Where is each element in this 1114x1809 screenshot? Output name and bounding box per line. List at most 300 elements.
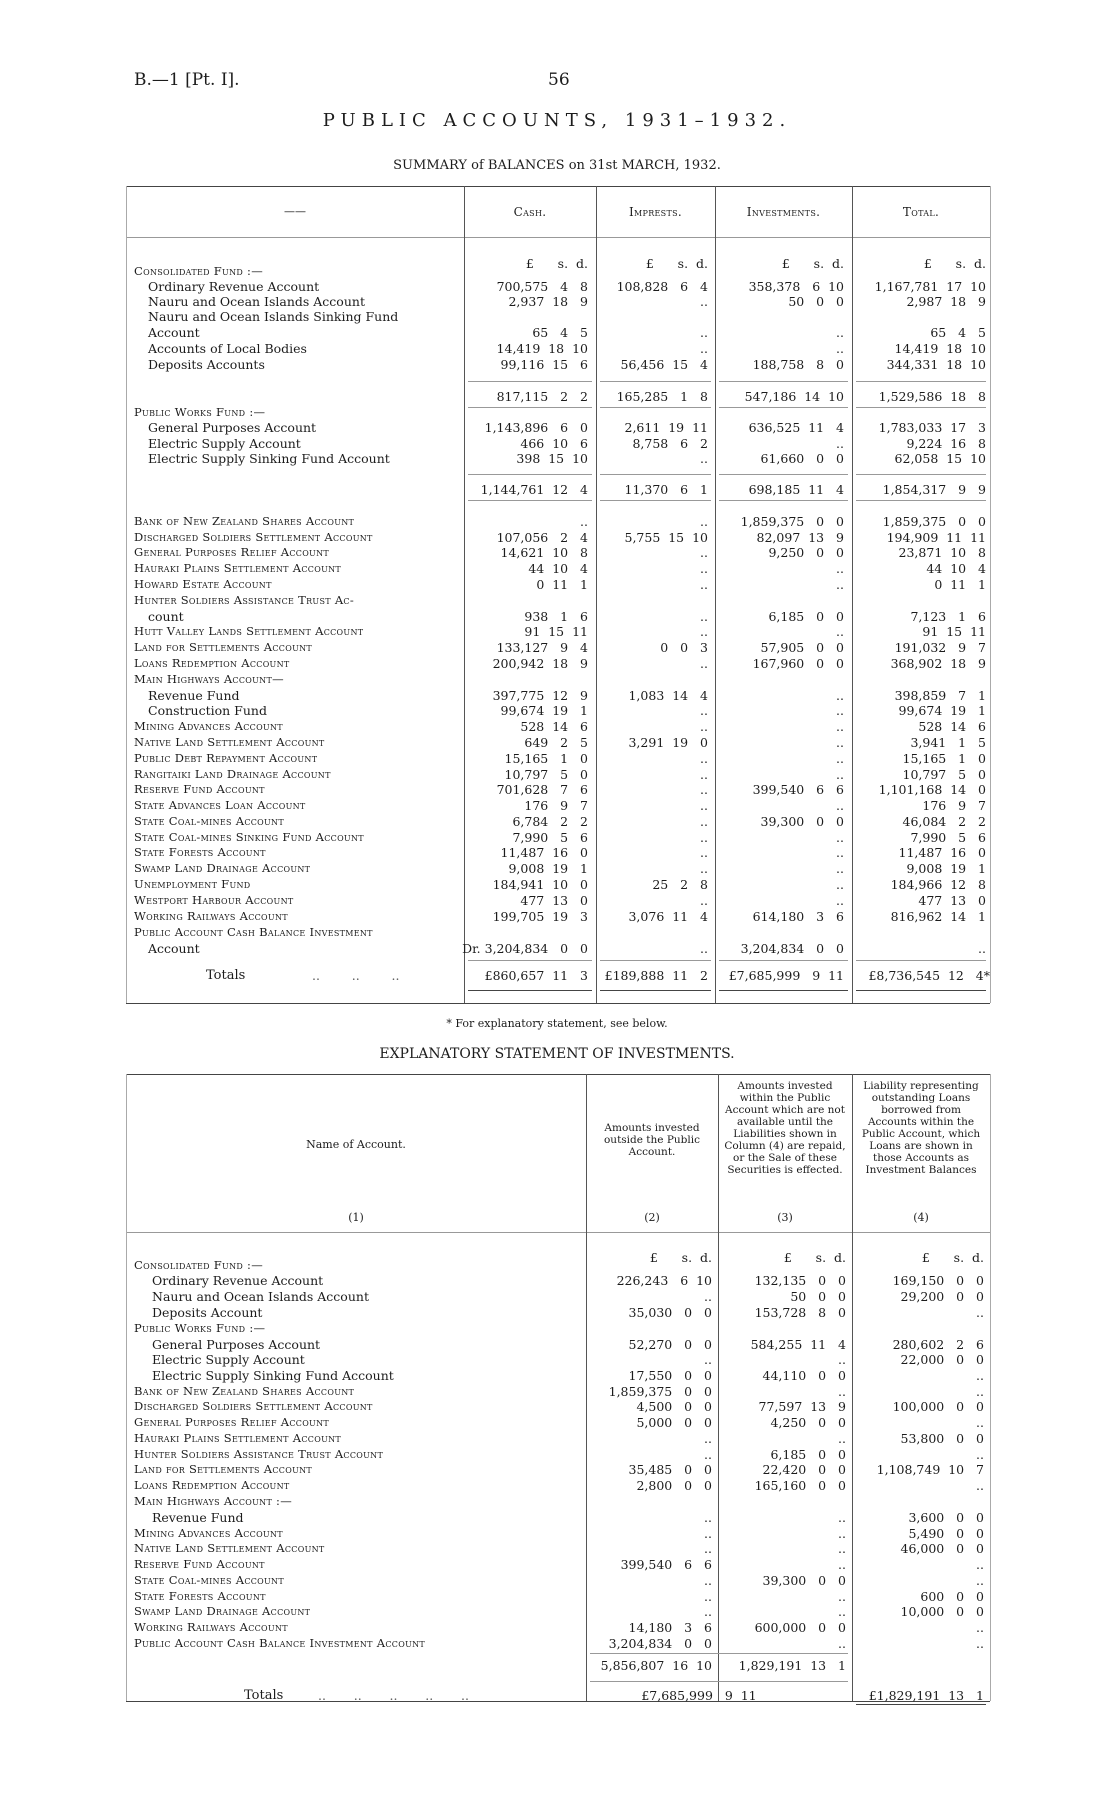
summary-cash-value: 14,621 10 8 — [500, 545, 588, 560]
summary-total-value: 3,941 1 5 — [910, 735, 986, 750]
explanatory-c3-value: .. — [838, 1510, 846, 1525]
explanatory-row-label: Reserve Fund Account — [134, 1557, 265, 1571]
summary-cash-value: 649 2 5 — [524, 735, 588, 750]
summary-imprests-value: 1,083 14 4 — [628, 688, 708, 703]
explanatory-column-number: (4) — [913, 1211, 929, 1224]
explanatory-c3-value: 77,597 13 9 — [758, 1399, 846, 1414]
summary-investments-value: 82,097 13 9 — [756, 530, 844, 545]
explanatory-c4-value: 10,000 0 0 — [900, 1604, 984, 1619]
explanatory-c4-value: .. — [976, 1636, 984, 1651]
summary-cash-value: 477 13 0 — [520, 893, 588, 908]
summary-imprests-value: 0 0 3 — [660, 640, 708, 655]
explanatory-row-label: Swamp Land Drainage Account — [134, 1604, 311, 1618]
summary-row-label: Nauru and Ocean Islands Account — [148, 294, 365, 309]
explanatory-c4-value: .. — [976, 1557, 984, 1572]
explanatory-c2-value: 4,500 0 0 — [636, 1399, 712, 1414]
summary-imprests-value: .. — [700, 830, 708, 845]
summary-unit-header: £ s. d. — [923, 256, 986, 271]
summary-investments-value: .. — [836, 845, 844, 860]
summary-investments-value: .. — [836, 624, 844, 639]
summary-imprests-value: .. — [700, 624, 708, 639]
summary-total-value: 91 15 11 — [922, 624, 986, 639]
summary-row-label: Electric Supply Account — [148, 436, 301, 451]
summary-cash-value: 44 10 4 — [528, 561, 588, 576]
summary-investments-value: 614,180 3 6 — [752, 909, 844, 924]
explanatory-c4-value: 22,000 0 0 — [900, 1352, 984, 1367]
explanatory-c4-value: 53,800 0 0 — [900, 1431, 984, 1446]
summary-imprests-value: .. — [700, 767, 708, 782]
summary-total-value: 62,058 15 10 — [894, 451, 986, 466]
summary-row-label: Public Debt Repayment Account — [134, 751, 318, 765]
summary-investments-value: .. — [836, 325, 844, 340]
explanatory-row-label: Public Account Cash Balance Investment Account — [134, 1636, 426, 1650]
summary-row-label: Howard Estate Account — [134, 577, 272, 591]
summary-investments-value: 1,859,375 0 0 — [740, 514, 844, 529]
summary-total-value: 7,990 5 6 — [910, 830, 986, 845]
summary-total-value: 10,797 5 0 — [902, 767, 986, 782]
summary-row-label: Electric Supply Sinking Fund Account — [148, 451, 390, 466]
subtotal-rule — [600, 381, 711, 382]
subtotal-rule — [719, 474, 848, 475]
summary-imprests-value: .. — [700, 719, 708, 734]
explanatory-c2-value: .. — [704, 1526, 712, 1541]
summary-cash-value: 528 14 6 — [520, 719, 588, 734]
summary-investments-value: .. — [836, 735, 844, 750]
summary-imprests-value: .. — [700, 545, 708, 560]
explanatory-c3-value: 600,000 0 0 — [754, 1620, 846, 1635]
summary-row-label: Revenue Fund — [148, 688, 240, 703]
explanatory-c2-value: 399,540 6 6 — [620, 1557, 712, 1572]
summary-total-value: 46,084 2 2 — [902, 814, 986, 829]
summary-row-label: Reserve Fund Account — [134, 782, 265, 796]
summary-row-label: Deposits Accounts — [148, 357, 265, 372]
explanatory-unit-header: £ s. d. — [783, 1250, 846, 1265]
explanatory-row-label: Loans Redemption Account — [134, 1478, 290, 1492]
summary-cash-value: 199,705 19 3 — [492, 909, 588, 924]
summary-cash-value: 200,942 18 9 — [492, 656, 588, 671]
summary-row-label: Ordinary Revenue Account — [148, 279, 320, 294]
summary-cash-value: 7,990 5 6 — [512, 830, 588, 845]
totals-rule-bottom — [856, 990, 986, 991]
summary-cash-value: 10,797 5 0 — [504, 767, 588, 782]
summary-imprests-value: .. — [700, 451, 708, 466]
summary-cash-value: 817,115 2 2 — [496, 389, 588, 404]
summary-bottom-rule — [126, 1003, 990, 1004]
summary-row-label: Land for Settlements Account — [134, 640, 313, 654]
summary-investments-value: 358,378 6 10 — [748, 279, 844, 294]
subtotal-rule — [856, 474, 986, 475]
summary-cash-value: 99,116 15 6 — [500, 357, 588, 372]
explanatory-c3-value: 39,300 0 0 — [762, 1573, 846, 1588]
explanatory-c4-value: 1,108,749 10 7 — [876, 1462, 984, 1477]
explanatory-row-label: State Coal-mines Account — [134, 1573, 284, 1587]
summary-imprests-value: .. — [700, 814, 708, 829]
summary-row-label: Account — [148, 325, 200, 340]
summary-total-value: 1,859,375 0 0 — [882, 514, 986, 529]
summary-row-label: Westport Harbour Account — [134, 893, 294, 907]
summary-total-value: 344,331 18 10 — [886, 357, 986, 372]
summary-imprests-value: 25 2 8 — [652, 877, 708, 892]
summary-total-value: 65 4 5 — [930, 325, 986, 340]
summary-investments-value: 61,660 0 0 — [760, 451, 844, 466]
summary-row-label: Loans Redemption Account — [134, 656, 290, 670]
summary-investments-value: 636,525 11 4 — [748, 420, 844, 435]
explanatory-row-label: Consolidated Fund :— — [134, 1258, 264, 1272]
explanatory-row-label: Discharged Soldiers Settlement Account — [134, 1399, 373, 1413]
summary-total-value: 191,032 9 7 — [894, 640, 986, 655]
summary-header-rule — [126, 237, 990, 238]
explanatory-c2-value: 3,204,834 0 0 — [608, 1636, 712, 1651]
summary-imprests-value: .. — [700, 861, 708, 876]
summary-cash-value: 1,144,761 12 4 — [480, 482, 588, 497]
summary-investments-value: 188,758 8 0 — [752, 357, 844, 372]
summary-totals-investments: £7,685,999 9 11 — [728, 968, 844, 983]
summary-row-label: General Purposes Relief Account — [134, 545, 330, 559]
summary-cash-value: 176 9 7 — [524, 798, 588, 813]
summary-total-value: 477 13 0 — [918, 893, 986, 908]
summary-row-label: Native Land Settlement Account — [134, 735, 325, 749]
summary-totals-label: Totals — [206, 968, 246, 983]
explanatory-row-label: Revenue Fund — [152, 1510, 244, 1525]
summary-total-value: 9,008 19 1 — [906, 861, 986, 876]
summary-title: SUMMARY of BALANCES on 31st MARCH, 1932. — [393, 158, 721, 173]
summary-total-value: 14,419 18 10 — [894, 341, 986, 356]
explanatory-right-border — [990, 1074, 991, 1701]
totals-rule-bottom — [600, 990, 711, 991]
explanatory-c4-value: .. — [976, 1415, 984, 1430]
summary-investments-value: .. — [836, 798, 844, 813]
summary-total-value: 1,529,586 18 8 — [878, 389, 986, 404]
explanatory-row-label: Deposits Account — [152, 1305, 263, 1320]
explanatory-c2-value: 17,550 0 0 — [628, 1368, 712, 1383]
summary-cash-value: 65 4 5 — [532, 325, 588, 340]
summary-investments-value: .. — [836, 751, 844, 766]
summary-cash-value: 397,775 12 9 — [492, 688, 588, 703]
explanatory-c4-value: .. — [976, 1447, 984, 1462]
explanatory-row-label: Electric Supply Sinking Fund Account — [152, 1368, 394, 1383]
summary-row-label: Bank of New Zealand Shares Account — [134, 514, 355, 528]
explanatory-c3-value: 132,135 0 0 — [754, 1273, 846, 1288]
summary-totals-cash: £860,657 11 3 — [484, 968, 588, 983]
explanatory-c3-value: .. — [838, 1541, 846, 1556]
summary-row-label: Working Railways Account — [134, 909, 288, 923]
summary-investments-value: 57,905 0 0 — [760, 640, 844, 655]
summary-total-value: 2,987 18 9 — [906, 294, 986, 309]
summary-total-value: 99,674 19 1 — [898, 703, 986, 718]
summary-header-cash: Cash. — [513, 205, 547, 219]
summary-investments-value: 698,185 11 4 — [748, 482, 844, 497]
summary-investments-value: .. — [836, 877, 844, 892]
explanatory-c2-value: .. — [704, 1573, 712, 1588]
summary-row-label: Main Highways Account— — [134, 672, 284, 686]
summary-total-value: 0 11 1 — [934, 577, 986, 592]
subtotal-rule — [600, 474, 711, 475]
summary-investments-value: 6,185 0 0 — [768, 609, 844, 624]
explanatory-row-label: Hauraki Plains Settlement Account — [134, 1431, 342, 1445]
explanatory-c4-value: 169,150 0 0 — [892, 1273, 984, 1288]
subtotal-rule — [719, 500, 848, 501]
explanatory-column-number: (2) — [644, 1211, 660, 1224]
summary-header-imprests: Imprests. — [629, 205, 682, 219]
summary-investments-value: .. — [836, 719, 844, 734]
explanatory-c4-value: .. — [976, 1384, 984, 1399]
summary-total-value: 398,859 7 1 — [894, 688, 986, 703]
totals-rule-top — [468, 960, 592, 961]
totals-rule-top — [719, 960, 848, 961]
summary-total-value: .. — [978, 941, 986, 956]
subtotal-rule — [856, 381, 986, 382]
summary-total-value: 7,123 1 6 — [910, 609, 986, 624]
explanatory-c2-value: 35,030 0 0 — [628, 1305, 712, 1320]
summary-imprests-value: 8,758 6 2 — [632, 436, 708, 451]
summary-cash-value: .. — [580, 514, 588, 529]
summary-row-label: Construction Fund — [148, 703, 267, 718]
summary-totals-total: £8,736,545 12 4* — [868, 968, 990, 983]
summary-row-label: Public Works Fund :— — [134, 405, 266, 419]
subtotal-rule — [856, 500, 986, 501]
explanatory-c2-value: 226,243 6 10 — [616, 1273, 712, 1288]
summary-imprests-value: .. — [700, 893, 708, 908]
explanatory-header-col4: Liability representing outstanding Loans borrowed from Accounts within the Public Account, which Loans are shown in those Accounts as Investment Balances — [861, 1080, 981, 1176]
explanatory-c3-value: .. — [838, 1431, 846, 1446]
explanatory-top-rule — [126, 1074, 990, 1075]
summary-investments-value: 399,540 6 6 — [752, 782, 844, 797]
subtotal-rule — [468, 500, 592, 501]
summary-cash-value: 9,008 19 1 — [508, 861, 588, 876]
summary-row-label: Accounts of Local Bodies — [148, 341, 307, 356]
summary-total-value: 176 9 7 — [922, 798, 986, 813]
summary-investments-value: .. — [836, 861, 844, 876]
explanatory-c4-value: .. — [976, 1573, 984, 1588]
summary-row-label: Consolidated Fund :— — [134, 264, 264, 278]
summary-row-label: Public Account Cash Balance Investment — [134, 925, 373, 939]
explanatory-totals-leader: .. .. .. .. .. — [318, 1688, 469, 1703]
explanatory-c3-value: 6,185 0 0 — [770, 1447, 846, 1462]
explanatory-totals-label: Totals — [244, 1688, 284, 1703]
explanatory-c4-value: 3,600 0 0 — [908, 1510, 984, 1525]
explanatory-c3-value: .. — [838, 1384, 846, 1399]
explanatory-row-label: Bank of New Zealand Shares Account — [134, 1384, 355, 1398]
summary-imprests-value: 5,755 15 10 — [624, 530, 708, 545]
summary-cash-value: 1,143,896 6 0 — [484, 420, 588, 435]
summary-imprests-value: 56,456 15 4 — [620, 357, 708, 372]
summary-cash-value: 398 15 10 — [516, 451, 588, 466]
explanatory-bracket-rule — [590, 1681, 848, 1682]
subtotal-rule — [468, 474, 592, 475]
explanatory-column-number: (3) — [777, 1211, 793, 1224]
summary-row-label: Mining Advances Account — [134, 719, 283, 733]
explanatory-row-label: Electric Supply Account — [152, 1352, 305, 1367]
summary-row-label: State Forests Account — [134, 845, 266, 859]
summary-cash-value: 466 10 6 — [520, 436, 588, 451]
explanatory-row-label: General Purposes Relief Account — [134, 1415, 330, 1429]
subtotal-rule — [856, 407, 986, 408]
explanatory-row-label: Native Land Settlement Account — [134, 1541, 325, 1555]
summary-unit-header: £ s. d. — [781, 256, 844, 271]
summary-investments-value: 50 0 0 — [788, 294, 844, 309]
summary-investments-value: .. — [836, 341, 844, 356]
summary-investments-value: .. — [836, 767, 844, 782]
summary-investments-value: .. — [836, 688, 844, 703]
explanatory-row-label: General Purposes Account — [152, 1337, 321, 1352]
explanatory-c3-value: 50 0 0 — [790, 1289, 846, 1304]
summary-imprests-value: .. — [700, 656, 708, 671]
summary-total-value: 44 10 4 — [926, 561, 986, 576]
summary-total-value: 1,854,317 9 9 — [882, 482, 986, 497]
summary-imprests-value: .. — [700, 941, 708, 956]
explanatory-subtotal-rule — [590, 1653, 848, 1654]
summary-unit-header: £ s. d. — [525, 256, 588, 271]
summary-cash-value: 184,941 10 0 — [492, 877, 588, 892]
summary-cash-value: 6,784 2 2 — [512, 814, 588, 829]
summary-total-value: 1,783,033 17 3 — [878, 420, 986, 435]
summary-investments-value: 39,300 0 0 — [760, 814, 844, 829]
explanatory-c3-value: 22,420 0 0 — [762, 1462, 846, 1477]
summary-total-value: 23,871 10 8 — [898, 545, 986, 560]
summary-total-value: 194,909 11 11 — [886, 530, 986, 545]
explanatory-c4-value: .. — [976, 1368, 984, 1383]
explanatory-header-name: Name of Account. — [306, 1138, 406, 1151]
summary-imprests-value: 11,370 6 1 — [624, 482, 708, 497]
summary-cash-value: 91 15 11 — [524, 624, 588, 639]
summary-cash-value: 15,165 1 0 — [504, 751, 588, 766]
summary-cash-value: 700,575 4 8 — [496, 279, 588, 294]
explanatory-c4-value: 600 0 0 — [920, 1589, 984, 1604]
summary-investments-value: 547,186 14 10 — [744, 389, 844, 404]
summary-cash-value: 701,628 7 6 — [496, 782, 588, 797]
explanatory-c2-value: .. — [704, 1510, 712, 1525]
summary-cash-value: 938 1 6 — [524, 609, 588, 624]
explanatory-c3-value: 44,110 0 0 — [762, 1368, 846, 1383]
summary-imprests-value: .. — [700, 751, 708, 766]
explanatory-c2-value: 2,800 0 0 — [636, 1478, 712, 1493]
summary-investments-value: .. — [836, 577, 844, 592]
summary-imprests-value: 165,285 1 8 — [616, 389, 708, 404]
summary-imprests-value: .. — [700, 294, 708, 309]
explanatory-c3-value: .. — [838, 1557, 846, 1572]
subtotal-rule — [600, 500, 711, 501]
explanatory-c4-value: 46,000 0 0 — [900, 1541, 984, 1556]
explanatory-title: EXPLANATORY STATEMENT OF INVESTMENTS. — [379, 1046, 735, 1062]
explanatory-c4-value: .. — [976, 1620, 984, 1635]
summary-row-label: Account — [148, 941, 200, 956]
explanatory-row-label: Land for Settlements Account — [134, 1462, 313, 1476]
explanatory-subtotal-c3: 1,829,191 13 1 — [738, 1658, 846, 1673]
totals-rule-top — [856, 960, 986, 961]
explanatory-c4-value: 100,000 0 0 — [892, 1399, 984, 1414]
explanatory-c3-value: 4,250 0 0 — [770, 1415, 846, 1430]
summary-imprests-value: .. — [700, 798, 708, 813]
summary-row-label: Unemployment Fund — [134, 877, 251, 891]
summary-investments-value: .. — [836, 830, 844, 845]
summary-total-value: 816,962 14 1 — [890, 909, 986, 924]
summary-imprests-value: .. — [700, 782, 708, 797]
subtotal-rule — [600, 407, 711, 408]
page-number: 56 — [548, 70, 570, 90]
totals-rule-bottom — [719, 990, 848, 991]
summary-imprests-value: 108,828 6 4 — [616, 279, 708, 294]
explanatory-c2-value: .. — [704, 1447, 712, 1462]
summary-row-label: Rangitaiki Land Drainage Account — [134, 767, 331, 781]
explanatory-c4-value: 29,200 0 0 — [900, 1289, 984, 1304]
summary-row-label: General Purposes Account — [148, 420, 317, 435]
summary-investments-value: .. — [836, 561, 844, 576]
summary-investments-value: 167,960 0 0 — [752, 656, 844, 671]
summary-total-value: 1,167,781 17 10 — [874, 279, 986, 294]
summary-imprests-value: .. — [700, 514, 708, 529]
explanatory-totals-underline — [856, 1704, 986, 1705]
explanatory-c3-value: .. — [838, 1526, 846, 1541]
explanatory-c2-value: 1,859,375 0 0 — [608, 1384, 712, 1399]
explanatory-c2-value: 35,485 0 0 — [628, 1462, 712, 1477]
summary-cash-value: 0 11 1 — [536, 577, 588, 592]
summary-cash-value: 133,127 9 4 — [496, 640, 588, 655]
summary-row-label: State Advances Loan Account — [134, 798, 306, 812]
explanatory-row-label: State Forests Account — [134, 1589, 266, 1603]
explanatory-totals-c4: £1,829,191 13 1 — [868, 1688, 984, 1703]
summary-imprests-value: 3,291 19 0 — [628, 735, 708, 750]
explanatory-c3-value: 153,728 8 0 — [754, 1305, 846, 1320]
subtotal-rule — [719, 381, 848, 382]
summary-total-value: 11,487 16 0 — [898, 845, 986, 860]
explanatory-header-rule — [126, 1232, 990, 1233]
explanatory-row-label: Hunter Soldiers Assistance Trust Account — [134, 1447, 384, 1461]
explanatory-c4-value: 280,602 2 6 — [892, 1337, 984, 1352]
explanatory-c2-value: .. — [704, 1589, 712, 1604]
explanatory-c3-value: .. — [838, 1589, 846, 1604]
summary-cash-value: 11,487 16 0 — [500, 845, 588, 860]
summary-investments-value: 3,204,834 0 0 — [740, 941, 844, 956]
explanatory-c4-value: .. — [976, 1478, 984, 1493]
summary-total-value: 368,902 18 9 — [890, 656, 986, 671]
explanatory-row-label: Nauru and Ocean Islands Account — [152, 1289, 369, 1304]
summary-header-investments: Investments. — [746, 205, 821, 219]
summary-total-value: 15,165 1 0 — [902, 751, 986, 766]
summary-unit-header: £ s. d. — [645, 256, 708, 271]
summary-row-label: Nauru and Ocean Islands Sinking Fund — [148, 309, 399, 324]
summary-cash-value: 2,937 18 9 — [508, 294, 588, 309]
summary-imprests-value: .. — [700, 341, 708, 356]
totals-rule-bottom — [468, 990, 592, 991]
explanatory-c2-value: .. — [704, 1604, 712, 1619]
summary-row-label: Hauraki Plains Settlement Account — [134, 561, 342, 575]
explanatory-totals-combined: £7,685,999 9 11 — [641, 1688, 757, 1703]
summary-row-label: Hunter Soldiers Assistance Trust Ac- — [134, 593, 355, 607]
explanatory-row-label: Public Works Fund :— — [134, 1321, 266, 1335]
explanatory-c3-value: .. — [838, 1604, 846, 1619]
summary-header-total: Total. — [902, 205, 940, 219]
subtotal-rule — [468, 407, 592, 408]
explanatory-header-col2: Amounts invested outside the Public Account. — [603, 1122, 700, 1158]
explanatory-c3-value: .. — [838, 1352, 846, 1367]
explanatory-c4-value: .. — [976, 1305, 984, 1320]
explanatory-subtotal-c2: 5,856,807 16 10 — [600, 1658, 712, 1673]
summary-investments-value: 9,250 0 0 — [768, 545, 844, 560]
summary-imprests-value: 2,611 19 11 — [624, 420, 708, 435]
explanatory-left-border — [126, 1074, 127, 1701]
explanatory-c2-value: .. — [704, 1352, 712, 1367]
explanatory-c2-value: .. — [704, 1541, 712, 1556]
summary-imprests-value: .. — [700, 703, 708, 718]
explanatory-c2-value: 14,180 3 6 — [628, 1620, 712, 1635]
explanatory-header-col3: Amounts invested within the Public Account which are not available until the Liabilities shown in Column (4) are repaid, or the Sale of these Securities is effected. — [724, 1080, 846, 1176]
explanatory-c2-value: .. — [704, 1431, 712, 1446]
explanatory-c4-value: 5,490 0 0 — [908, 1526, 984, 1541]
summary-cash-value: Dr. 3,204,834 0 0 — [462, 941, 588, 956]
explanatory-c3-value: 165,160 0 0 — [754, 1478, 846, 1493]
summary-row-label: count — [148, 609, 184, 624]
summary-totals-imprests: £189,888 11 2 — [604, 968, 708, 983]
